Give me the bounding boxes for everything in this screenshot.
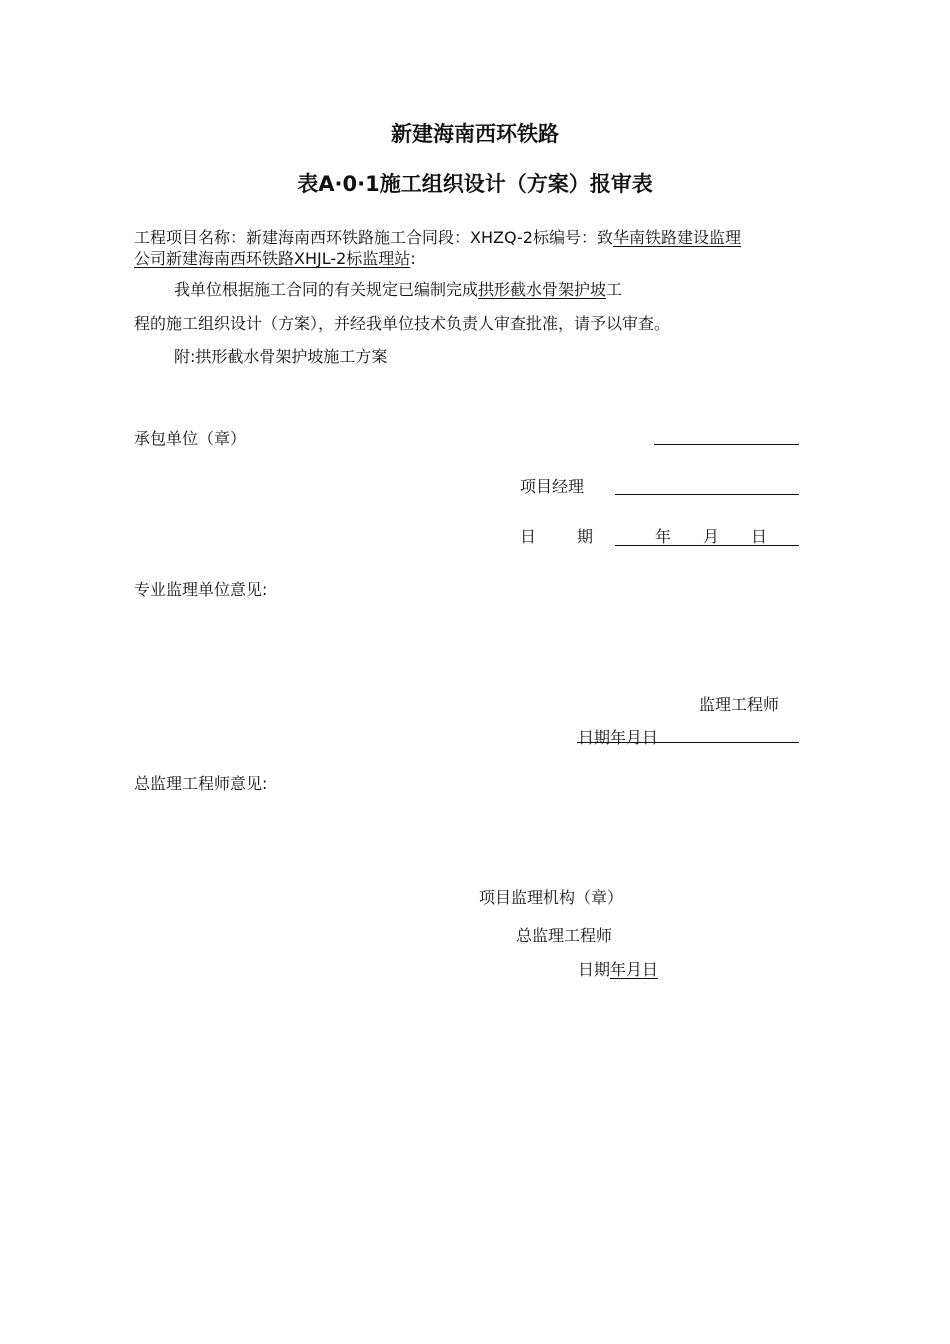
supervision-date: 日期年月日 xyxy=(578,728,659,747)
supervisor-company-part-1: 华南铁路建设监理 xyxy=(612,228,741,247)
body-paragraph-1 xyxy=(174,277,622,300)
project-manager-label: 项目经理 xyxy=(520,477,585,496)
chief-date-underlined: 年月日 xyxy=(610,960,659,979)
contractor-seal-line xyxy=(654,444,799,445)
date-label-day: 日 xyxy=(520,527,537,546)
project-info-line-1 xyxy=(134,225,741,248)
project-info-line-2 xyxy=(134,246,416,269)
chief-date-line xyxy=(578,957,658,980)
project-manager-signature-line xyxy=(615,494,799,495)
contractor-unit-label: 承包单位（章） xyxy=(134,429,247,448)
date-month: 月 xyxy=(703,527,720,546)
contractor-date-line xyxy=(615,545,799,546)
body-text-end: 工 xyxy=(606,280,623,299)
date-day: 日 xyxy=(751,527,768,546)
supervision-org-label: 项目监理机构（章） xyxy=(479,888,624,907)
supervising-engineer-label: 监理工程师 xyxy=(699,695,780,714)
date-year: 年 xyxy=(655,527,672,546)
supervisor-company-part-2: 公司新建海南西环铁路XHJL-2标监理站 xyxy=(134,249,411,268)
project-name-underlined: 拱形截水骨架护坡 xyxy=(478,280,607,299)
supervision-date-line xyxy=(577,742,799,743)
body-text: 我单位根据施工合同的有关规定已编制完成 xyxy=(174,280,479,299)
chief-opinion-label: 总监理工程师意见: xyxy=(134,774,268,793)
project-info-text: 工程项目名称：新建海南西环铁路施工合同段：XHZQ-2标编号：致 xyxy=(134,228,613,247)
attachment-line: 附:拱形截水骨架护坡施工方案 xyxy=(174,347,388,366)
document-title: 新建海南西环铁路 xyxy=(391,122,559,146)
form-title: 表A·0·1施工组织设计（方案）报审表 xyxy=(297,172,653,196)
body-paragraph-2: 程的施工组织设计（方案），并经我单位技术负责人审查批准，请予以审查。 xyxy=(134,314,671,333)
date-label-period: 期 xyxy=(577,527,594,546)
supervision-opinion-label: 专业监理单位意见: xyxy=(134,580,268,599)
colon: : xyxy=(410,249,416,268)
chief-date-label: 日期 xyxy=(578,960,611,979)
chief-engineer-label: 总监理工程师 xyxy=(516,926,613,945)
